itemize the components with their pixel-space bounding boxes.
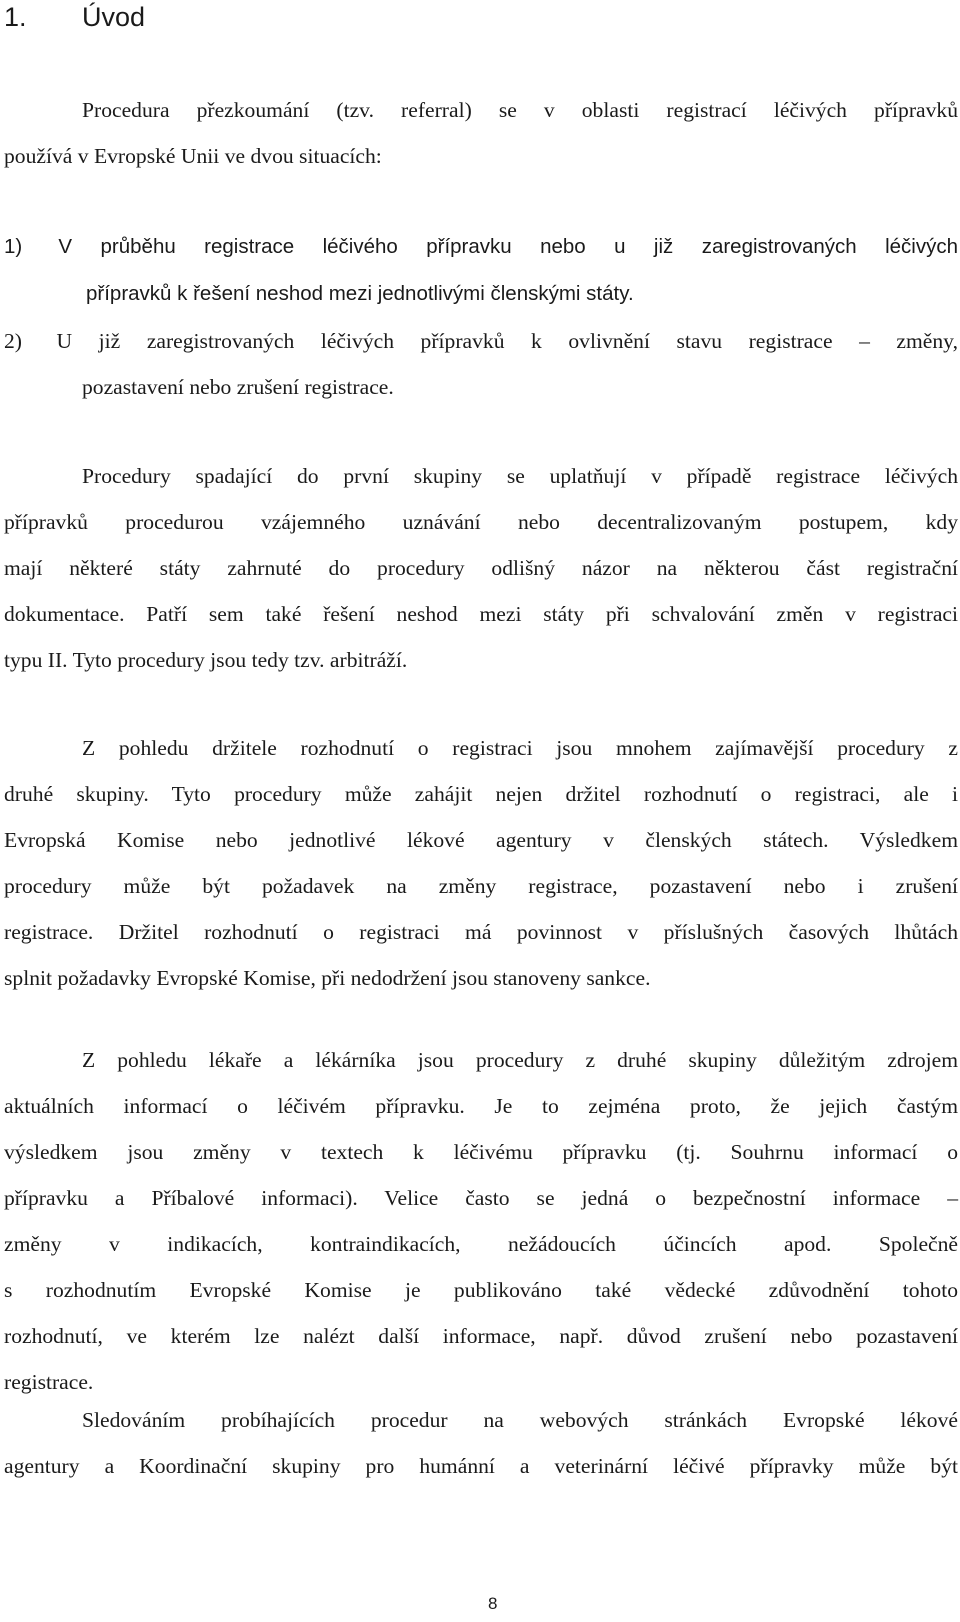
- text-line: Evropská Komise nebo jednotlivé lékové agentury v členských státech. Výsledkem: [4, 828, 958, 852]
- text-line: typu II. Tyto procedury jsou tedy tzv. arbitráží.: [4, 648, 408, 672]
- list-item-text: V průběhu registrace léčivého přípravku nebo u již zaregistrovaných léčivých: [58, 235, 958, 258]
- text-line: Procedury spadající do první skupiny se uplatňují v případě registrace léčivých: [82, 464, 958, 488]
- paragraph-monitoring: [4, 1397, 958, 1489]
- section-title: Úvod: [82, 2, 146, 32]
- text-line: dokumentace. Patří sem také řešení neshod mezi státy při schvalování změn v registraci: [4, 602, 958, 626]
- text-line: procedury může být požadavek na změny registrace, pozastavení nebo i zrušení: [4, 874, 958, 898]
- text-line: registrace.: [4, 1370, 94, 1394]
- text-line: Procedura přezkoumání (tzv. referral) se v oblasti registrací léčivých přípravků: [82, 98, 958, 122]
- text-line: používá v Evropské Unii ve dvou situacích:: [4, 144, 382, 168]
- list-item-label: 2): [4, 329, 22, 353]
- list-item-label: 1): [4, 235, 23, 258]
- list-item-line: pozastavení nebo zrušení registrace.: [82, 375, 394, 399]
- text-line: mají některé státy zahrnuté do procedury odlišný názor na některou část registrační: [4, 556, 958, 580]
- text-line: Z pohledu lékaře a lékárníka jsou procedury z druhé skupiny důležitým zdrojem: [82, 1048, 958, 1072]
- section-heading: [4, 2, 145, 33]
- paragraph-second-group: [4, 725, 958, 1001]
- text-line: s rozhodnutím Evropské Komise je publikováno také vědecké zdůvodnění tohoto: [4, 1278, 958, 1302]
- text-line: výsledkem jsou změny v textech k léčivému přípravku (tj. Souhrnu informací o: [4, 1140, 958, 1164]
- text-line: Z pohledu držitele rozhodnutí o registraci jsou mnohem zajímavější procedury z: [82, 736, 958, 760]
- list-item-text: U již zaregistrovaných léčivých přípravků k ovlivnění stavu registrace – změny,: [56, 329, 958, 353]
- text-line: přípravku a Příbalové informaci). Velice často se jedná o bezpečnostní informace –: [4, 1186, 958, 1210]
- text-line: splnit požadavky Evropské Komise, při nedodržení jsou stanoveny sankce.: [4, 966, 651, 990]
- list-item: [4, 318, 958, 410]
- page-number: 8: [488, 1594, 498, 1613]
- paragraph-doctors-pharmacists: [4, 1037, 958, 1405]
- text-line: agentury a Koordinační skupiny pro humánní a veterinární léčivé přípravky může být: [4, 1454, 958, 1478]
- paragraph-arbitration: [4, 453, 958, 683]
- text-line: přípravků procedurou vzájemného uznávání nebo decentralizovaným postupem, kdy: [4, 510, 958, 534]
- paragraph-intro: [4, 87, 958, 179]
- text-line: registrace. Držitel rozhodnutí o registraci má povinnost v příslušných časových lhůtách: [4, 920, 958, 944]
- text-line: Sledováním probíhajících procedur na webových stránkách Evropské lékové: [82, 1408, 958, 1432]
- section-number: 1.: [4, 2, 27, 32]
- list-item-line: [4, 318, 958, 364]
- text-line: aktuálních informací o léčivém přípravku. Je to zejména proto, že jejich častým: [4, 1094, 958, 1118]
- text-line: druhé skupiny. Tyto procedury může zahájit nejen držitel rozhodnutí o registraci, ale i: [4, 782, 958, 806]
- list-item-line: [4, 224, 958, 270]
- text-line: rozhodnutí, ve kterém lze nalézt další informace, např. důvod zrušení nebo pozastavení: [4, 1324, 958, 1348]
- list-item: [4, 224, 958, 318]
- list-item-line: přípravků k řešení neshod mezi jednotlivými členskými státy.: [86, 282, 634, 305]
- text-line: změny v indikacích, kontraindikacích, nežádoucích účincích apod. Společně: [4, 1232, 958, 1256]
